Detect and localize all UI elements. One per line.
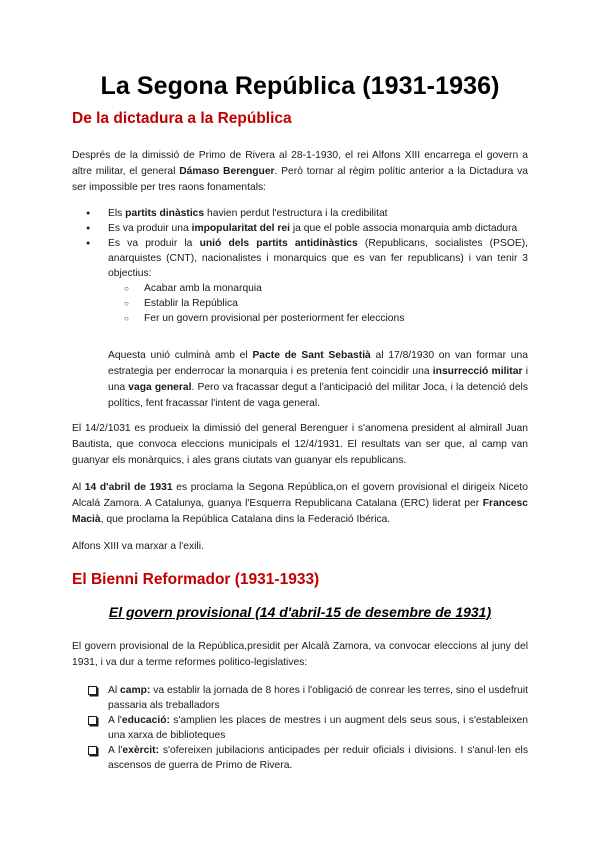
pacte-paragraph: Aquesta unió culminà amb el Pacte de Sant Sebastià al 17/8/1930 on van formar una estrategia per enderrocar la monarquia i es pretenia fent coincidir una insurrecció militar i una vaga general. Pero va fracassar degut a l'anticipació del militar Joca, i la detenció dels polítics, fent fracassar l'intent de vaga general. <box>108 350 529 409</box>
proclamacio-paragraph: Al 14 d'abril de 1931 es proclama la Segona República,on el govern provisional el dirigeix Niceto Alcalá Zamora. A Catalunya, guanya l'Esquerra Republicana Catalana (ERC) liderat per Francesc Macià, que proclama la República Catalana dins la Federació Ibérica. <box>72 482 528 525</box>
list-item-text: A l'exèrcit: s'ofereixen jubilacions anticipades per reduir oficials i divisions. I s'anul·len els ascensos de guerra de Primo de Rivera. <box>108 745 528 771</box>
subsection-heading-govern: El govern provisional (14 d'abril-15 de desembre de 1931) <box>108 604 492 620</box>
objectives-list <box>108 281 528 326</box>
list-item <box>72 236 528 326</box>
exili-paragraph: Alfons XIII va marxar a l'exili. <box>72 541 204 552</box>
berenguer-paragraph: El 14/2/1031 es produeix la dimissió del general Berenguer i s'anomena president al almirall Juan Bautista, que convoca eleccions municipals el 12/4/1931. El resultats van ser que, al camp van guanyar els monàrquics, i ales grans ciutats van guanyar els republicans. <box>72 423 528 466</box>
reforms-list <box>72 683 528 773</box>
list-item-text: A l'educació: s'amplien les places de mestres i un augment dels seus sous, i s'estableixen una xarxa de biblioteques <box>108 715 528 741</box>
list-item-text: Es va produir la unió dels partits antidinàstics (Republicans, socialistes (PSOE), anarquistes (CNT), nacionalistes i monarquics que es van fer republicans) i van tenir 3 objectius: <box>108 238 529 279</box>
list-item: ○ Acabar amb la monarquia <box>108 281 528 296</box>
list-item: ○ Fer un govern provisional per posteriorment fer eleccions <box>108 311 528 326</box>
list-item: ● Els partits dinàstics havien perdut l'estructura i la credibilitat <box>72 206 528 221</box>
reasons-list <box>72 206 528 326</box>
list-item: ○ Establir la República <box>108 296 528 311</box>
checkbox-bullet-icon <box>88 686 97 695</box>
govern-intro-paragraph: El govern provisional de la República,presidit per Alcalà Zamora, va convocar eleccions al juny del 1931, i va dur a terme reformes politico-legislatives: <box>72 641 528 668</box>
checkbox-bullet-icon <box>88 746 97 755</box>
list-item: ● Es va produir una impopularitat del rei ja que el poble associa monarquia amb dictadura <box>72 221 528 236</box>
list-item <box>72 713 528 743</box>
checkbox-bullet-icon <box>88 716 97 725</box>
list-item-text: Al camp: va establir la jornada de 8 hores i l'obligació de conrear les terres, sino el usdefruit passaria als treballadors <box>108 685 528 711</box>
section-heading-dictadura: De la dictadura a la República <box>72 110 292 127</box>
intro-paragraph: Després de la dimissió de Primo de Rivera al 28-1-1930, el rei Alfons XIII encarrega el govern a altre militar, el general Dámaso Berenguer. Però tornar al règim polític anterior a la Dictadura va ser impossible per tres raons fonamentals: <box>72 150 528 193</box>
page-title: La Segona República (1931-1936) <box>100 72 500 100</box>
list-item <box>72 683 528 713</box>
section-heading-bienni: El Bienni Reformador (1931-1933) <box>72 571 320 588</box>
list-item <box>72 743 528 773</box>
